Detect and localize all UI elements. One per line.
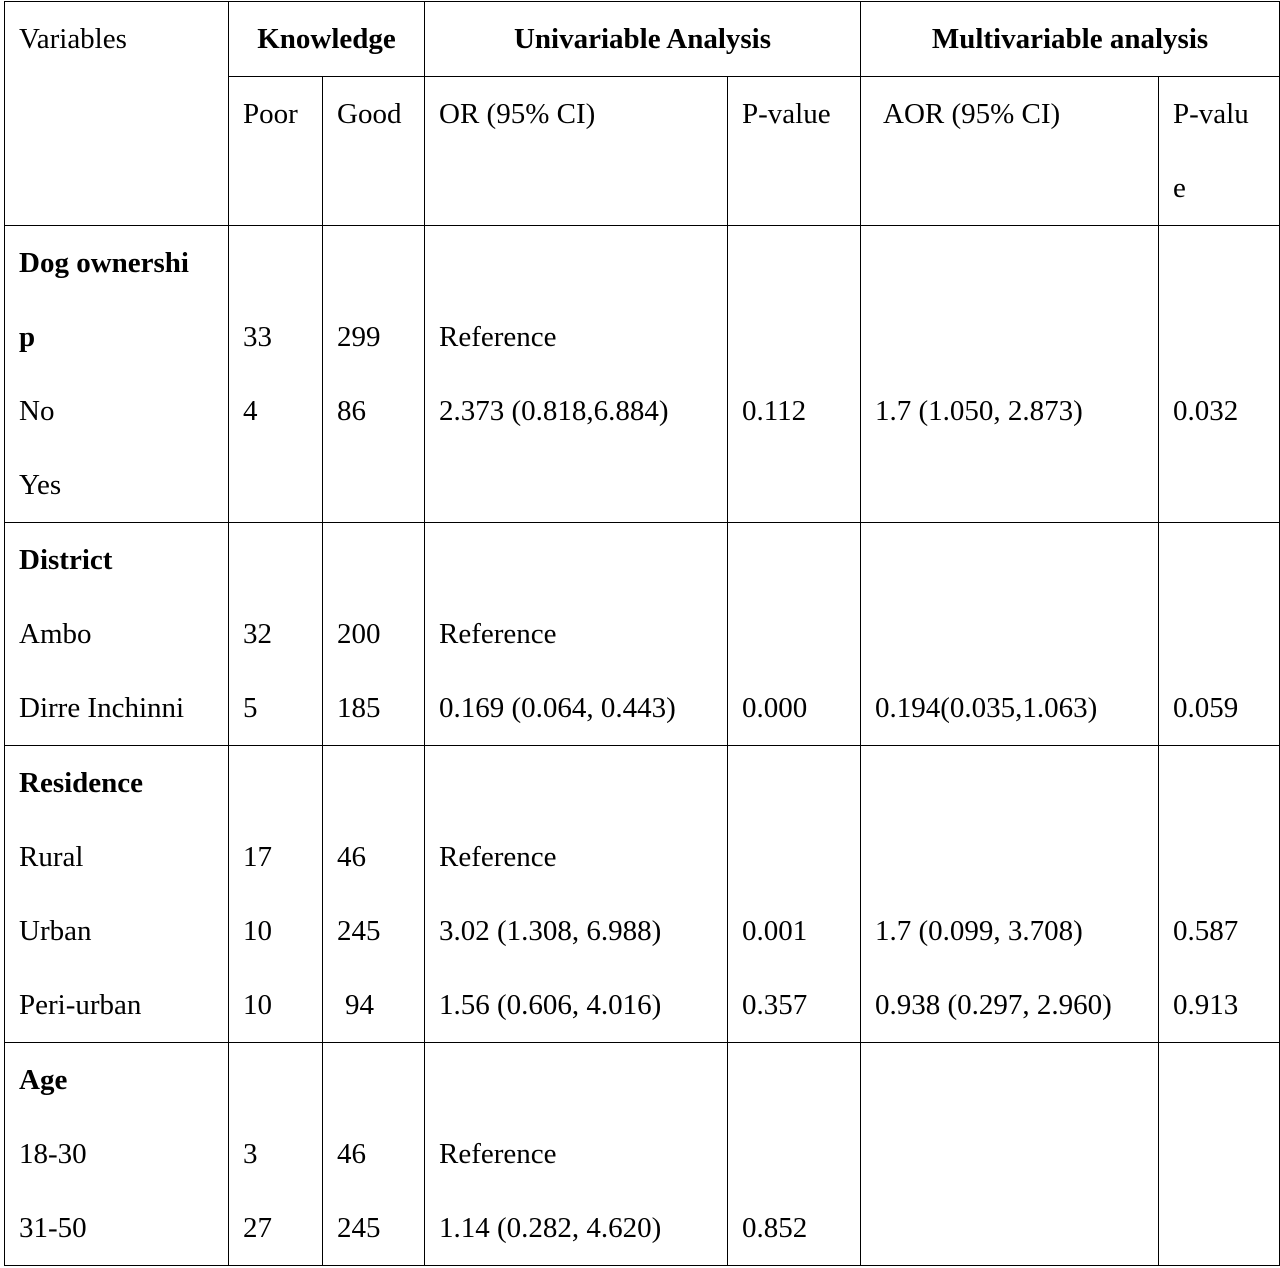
p-multi-cell xyxy=(1159,226,1280,523)
header-p-value-multi xyxy=(1159,77,1280,226)
p-multi-cell xyxy=(1159,746,1280,1043)
poor-value: 10 xyxy=(243,989,272,1021)
header-or-ci: OR (95% CI) xyxy=(425,77,728,226)
good-value: 245 xyxy=(337,1212,381,1244)
p-uni-cell xyxy=(728,1043,861,1266)
results-table xyxy=(4,1,1280,1266)
or-value: Reference xyxy=(439,1138,557,1170)
category-label: Dirre Inchinni xyxy=(19,692,185,724)
aor-value: 0.938 (0.297, 2.960) xyxy=(875,989,1112,1021)
header-poor: Poor xyxy=(229,77,323,226)
good-value: 46 xyxy=(337,841,366,873)
or-value: Reference xyxy=(439,618,557,650)
header-multivariable: Multivariable analysis xyxy=(861,2,1280,77)
p-multi-value: 0.032 xyxy=(1173,395,1239,427)
poor-value: 32 xyxy=(243,618,272,650)
good-value: 200 xyxy=(337,618,381,650)
header-p-value-multi-line1: P-valu xyxy=(1173,98,1249,130)
poor-value: 3 xyxy=(243,1138,258,1170)
or-value: Reference xyxy=(439,841,557,873)
poor-cell xyxy=(229,1043,323,1266)
poor-value: 27 xyxy=(243,1212,272,1244)
aor-cell xyxy=(861,523,1159,746)
category-label: Ambo xyxy=(19,618,92,650)
good-value: 245 xyxy=(337,915,381,947)
good-value: 86 xyxy=(337,395,366,427)
aor-cell xyxy=(861,1043,1159,1266)
or-cell xyxy=(425,746,728,1043)
poor-value: 5 xyxy=(243,692,258,724)
or-value: 2.373 (0.818,6.884) xyxy=(439,395,669,427)
group-variable-cell xyxy=(5,746,229,1043)
category-label: No xyxy=(19,395,55,427)
good-value: 299 xyxy=(337,321,381,353)
header-aor-ci xyxy=(861,77,1159,226)
header-p-value-uni: P-value xyxy=(728,77,861,226)
p-multi-value: 0.059 xyxy=(1173,692,1239,724)
good-value: 94 xyxy=(345,989,374,1021)
p-uni-cell xyxy=(728,746,861,1043)
p-uni-value: 0.357 xyxy=(742,989,808,1021)
p-uni-value: 0.112 xyxy=(742,395,807,427)
category-label: Peri-urban xyxy=(19,989,142,1021)
header-row-top xyxy=(5,2,1280,77)
poor-cell xyxy=(229,746,323,1043)
aor-value: 1.7 (0.099, 3.708) xyxy=(875,915,1083,947)
group-variable-cell xyxy=(5,226,229,523)
group-variable-cell xyxy=(5,1043,229,1266)
p-multi-value: 0.913 xyxy=(1173,989,1239,1021)
or-value: 1.14 (0.282, 4.620) xyxy=(439,1212,662,1244)
good-cell xyxy=(323,746,425,1043)
header-good: Good xyxy=(323,77,425,226)
good-cell xyxy=(323,226,425,523)
or-value: 1.56 (0.606, 4.016) xyxy=(439,989,662,1021)
group-title-line: p xyxy=(19,321,36,353)
good-value: 185 xyxy=(337,692,381,724)
or-value: 0.169 (0.064, 0.443) xyxy=(439,692,676,724)
good-cell xyxy=(323,1043,425,1266)
poor-value: 33 xyxy=(243,321,272,353)
poor-value: 17 xyxy=(243,841,272,873)
or-cell xyxy=(425,523,728,746)
group-row-age xyxy=(5,1043,1280,1266)
p-multi-cell xyxy=(1159,1043,1280,1266)
header-knowledge: Knowledge xyxy=(229,2,425,77)
p-uni-value: 0.001 xyxy=(742,915,808,947)
category-label: Rural xyxy=(19,841,84,873)
aor-cell xyxy=(861,746,1159,1043)
group-title-line: District xyxy=(19,544,113,576)
group-title-line: Dog ownershi xyxy=(19,247,189,279)
or-cell xyxy=(425,1043,728,1266)
poor-value: 10 xyxy=(243,915,272,947)
group-row-district xyxy=(5,523,1280,746)
p-uni-value: 0.852 xyxy=(742,1212,808,1244)
or-value: 3.02 (1.308, 6.988) xyxy=(439,915,662,947)
header-univariable: Univariable Analysis xyxy=(425,2,861,77)
header-aor-ci-text: AOR (95% CI) xyxy=(883,98,1061,130)
category-label: Urban xyxy=(19,915,92,947)
p-uni-value: 0.000 xyxy=(742,692,808,724)
group-row-dog-ownership xyxy=(5,226,1280,523)
aor-value: 1.7 (1.050, 2.873) xyxy=(875,395,1083,427)
good-value: 46 xyxy=(337,1138,366,1170)
poor-value: 4 xyxy=(243,395,258,427)
group-title-line: Age xyxy=(19,1064,68,1096)
poor-cell xyxy=(229,523,323,746)
p-uni-cell xyxy=(728,226,861,523)
group-variable-cell xyxy=(5,523,229,746)
p-multi-value: 0.587 xyxy=(1173,915,1239,947)
poor-cell xyxy=(229,226,323,523)
category-label: Yes xyxy=(19,469,62,501)
aor-cell xyxy=(861,226,1159,523)
p-uni-cell xyxy=(728,523,861,746)
p-multi-cell xyxy=(1159,523,1280,746)
header-variables: Variables xyxy=(5,2,229,226)
aor-value: 0.194(0.035,1.063) xyxy=(875,692,1098,724)
group-row-residence xyxy=(5,746,1280,1043)
category-label: 18-30 xyxy=(19,1138,87,1170)
good-cell xyxy=(323,523,425,746)
or-value: Reference xyxy=(439,321,557,353)
category-label: 31-50 xyxy=(19,1212,87,1244)
header-p-value-multi-line2: e xyxy=(1173,172,1186,204)
or-cell xyxy=(425,226,728,523)
group-title-line: Residence xyxy=(19,767,144,799)
